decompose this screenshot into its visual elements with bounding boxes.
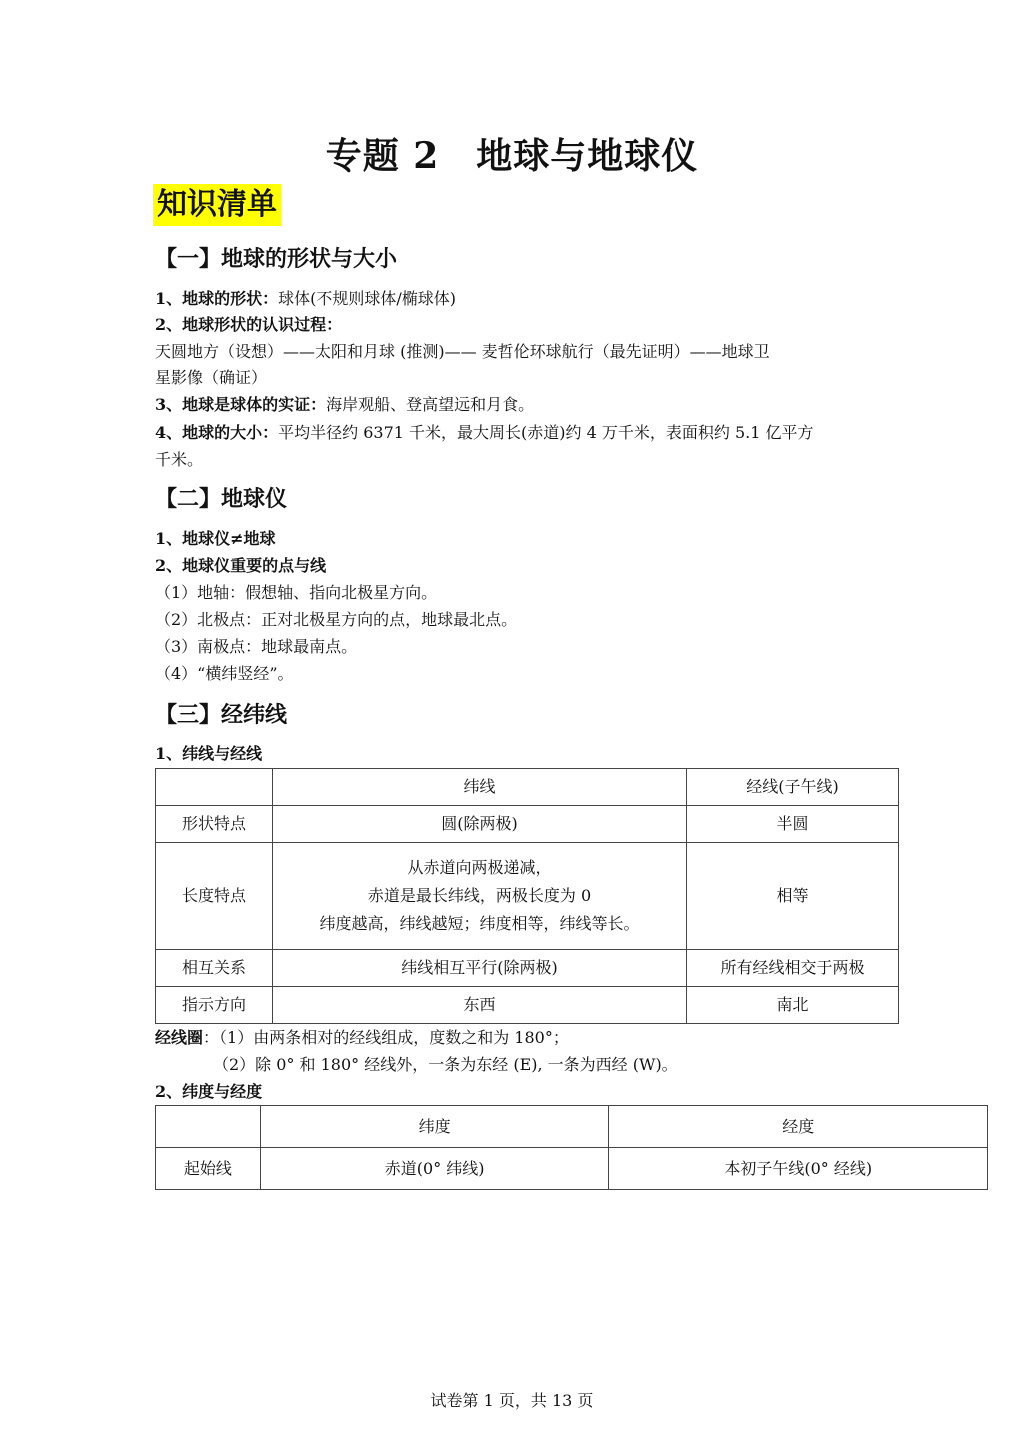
table-header-row: [156, 1106, 988, 1148]
s2-item-1: 1、地球仪≠地球: [155, 529, 276, 548]
table-row: [156, 843, 899, 950]
table-header-cell: 经线(子午线): [687, 769, 899, 806]
lat-cell-line: 赤道是最长纬线，两极长度为 0: [367, 886, 592, 905]
s1-item-4-line-2: 千米。: [155, 450, 204, 469]
lat-cell: 纬线相互平行(除两极): [273, 950, 687, 987]
table-row: [156, 950, 899, 987]
s3-sub-1: 1、纬线与经线: [155, 744, 263, 763]
s1-item-4: [155, 420, 814, 446]
lon-cell: 所有经线相交于两极: [687, 950, 899, 987]
lat-cell: [273, 843, 687, 950]
table-header-cell: 纬线: [273, 769, 687, 806]
meridian-circle-label: 经线圈: [155, 1028, 204, 1047]
meridian-circle-note-1-text: ：（1）由两条相对的经线组成，度数之和为 180°；: [203, 1028, 569, 1047]
lat-cell: 赤道(0° 纬线): [260, 1148, 609, 1190]
table-header-cell: 纬度: [260, 1106, 609, 1148]
s1-item-3: [155, 392, 534, 418]
table-header-cell: 经度: [609, 1106, 988, 1148]
lat-cell: 圆(除两极): [273, 806, 687, 843]
table-row: [156, 1148, 988, 1190]
row-label: 长度特点: [156, 843, 273, 950]
meridian-circle-note-2: （2）除 0° 和 180° 经线外，一条为东经 (E), 一条为西经 (W)。: [213, 1055, 678, 1074]
lon-cell: 南北: [687, 987, 899, 1024]
lon-cell: 本初子午线(0° 经线): [609, 1148, 988, 1190]
section-2-heading: 【二】地球仪: [155, 486, 288, 512]
s2-subitem-4: （4）“横纬竖经”。: [155, 664, 294, 683]
s1-item-4-text: 平均半径约 6371 千米，最大周长(赤道)约 4 万千米，表面积约 5.1 亿平方: [278, 423, 814, 442]
row-label: 形状特点: [156, 806, 273, 843]
page-footer: 试卷第 1 页，共 13 页: [430, 1391, 594, 1410]
lat-cell-line: 从赤道向两极递减，: [407, 858, 552, 877]
table-header-cell: [156, 1106, 261, 1148]
s1-item-3-text: 海岸观船、登高望远和月食。: [326, 395, 535, 414]
s3-sub-2: 2、纬度与经度: [155, 1082, 263, 1101]
lat-lon-lines-table: [155, 768, 899, 1024]
table-header-row: [156, 769, 899, 806]
lat-cell: 东西: [273, 987, 687, 1024]
s1-item-1-label: 1、地球的形状：: [155, 289, 279, 308]
s2-subitem-3: （3）南极点：地球最南点。: [155, 637, 358, 656]
row-label: 起始线: [156, 1148, 261, 1190]
s1-item-4-label: 4、地球的大小：: [155, 423, 279, 442]
section-1-heading: 【一】地球的形状与大小: [155, 246, 398, 272]
lon-cell: 半圆: [687, 806, 899, 843]
s1-item-2-label: 2、地球形状的认识过程：: [155, 315, 343, 334]
meridian-circle-note-1: [155, 1025, 569, 1051]
table-row: [156, 987, 899, 1024]
page-title: 专题 2 地球与地球仪: [325, 135, 699, 177]
s1-item-2-line-1: 天圆地方（设想）——太阳和月球 (推测)—— 麦哲伦环球航行（最先证明）——地球卫: [155, 342, 770, 361]
lat-cell-line: 纬度越高，纬线越短；纬度相等，纬线等长。: [319, 914, 640, 933]
lon-cell: 相等: [687, 843, 899, 950]
s1-item-1-text: 球体(不规则球体/椭球体): [278, 289, 457, 308]
section-3-heading: 【三】经纬线: [155, 702, 288, 728]
s1-item-2-line-2: 星影像（确证）: [155, 368, 268, 387]
row-label: 指示方向: [156, 987, 273, 1024]
table-row: [156, 806, 899, 843]
knowledge-list-heading: 知识清单: [153, 184, 281, 226]
latitude-longitude-table: [155, 1105, 988, 1190]
s1-item-1: [155, 286, 456, 312]
s2-item-2: 2、地球仪重要的点与线: [155, 556, 327, 575]
s2-subitem-2: （2）北极点：正对北极星方向的点，地球最北点。: [155, 610, 518, 629]
table-header-cell: [156, 769, 273, 806]
s1-item-3-label: 3、地球是球体的实证：: [155, 395, 327, 414]
s2-subitem-1: （1）地轴：假想轴、指向北极星方向。: [155, 583, 438, 602]
row-label: 相互关系: [156, 950, 273, 987]
